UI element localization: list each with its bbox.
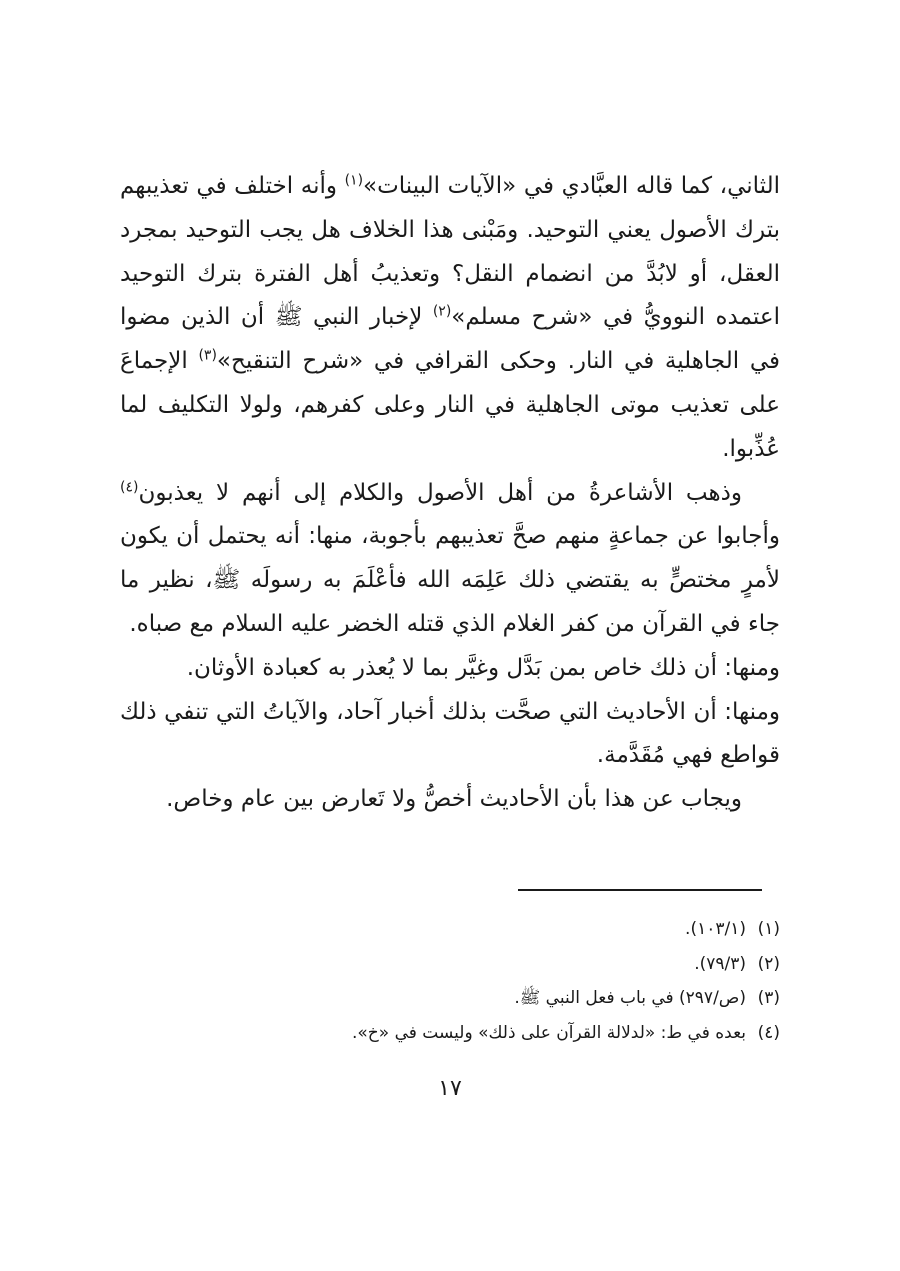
text-segment: الإجماعَ على تعذيب موتى الجاهلية في النار وعلى كفرهم، ولولا التكليف لما عُذِّبوا. — [120, 348, 780, 462]
text-segment: وأجابوا عن جماعةٍ منهم صحَّ تعذيبهم بأجوبة، منها: أنه يحتمل أن يكون لأمرٍ مختصٍّ به يقتضي ذلك عَلِمَه الله فأعْلَمَ به رسولَه ﷺ، نظير ما جاء في القرآن من كفر الغلام الذي قتله الخضر عليه السلام مع صباه. — [120, 523, 780, 637]
footnote-marker: (٣) — [198, 347, 217, 364]
text-segment: لإخبار النبي ﷺ أن الذين مضوا في الجاهلية في النار. وحكى القرافي في «شرح التنقيح» — [120, 304, 780, 375]
paragraph — [120, 472, 780, 647]
footnote-text: (ص/٢٩٧) في باب فعل النبي ﷺ. — [514, 988, 746, 1008]
footnote-number: (٤) — [757, 1022, 780, 1043]
paragraph — [120, 647, 780, 691]
footnote-marker: (١) — [344, 172, 364, 189]
footnote — [250, 1016, 780, 1051]
main-text — [120, 165, 780, 822]
paragraph — [120, 778, 780, 822]
footnote — [250, 912, 780, 947]
text-segment: ويجاب عن هذا بأن الأحاديث أخصُّ ولا تَعارض بين عام وخاص. — [166, 786, 742, 813]
footnote — [250, 981, 780, 1016]
text-segment: وأنه اختلف في تعذيبهم بترك الأصول يعني التوحيد. ومَبْنى هذا الخلاف هل يجب التوحيد بمجرد العقل، أو لابُدَّ من انضمام النقل؟ وتعذيبُ أهل الفترة بترك التوحيد اعتمده النوويُّ في «شرح مسلم» — [120, 173, 780, 331]
text-segment: ومنها: أن ذلك خاص بمن بَدَّل وغيَّر بما لا يُعذر به كعبادة الأوثان. — [186, 654, 780, 681]
footnote-number: (١) — [757, 919, 780, 939]
footnote — [250, 947, 780, 982]
footnote-text: (١٠٣/١). — [685, 919, 746, 939]
paragraph — [120, 691, 780, 779]
paragraph — [120, 165, 780, 472]
footnote-number: (٣) — [757, 988, 780, 1008]
footnote-marker: (٢) — [432, 303, 452, 320]
text-segment: الثاني، كما قاله العبَّادي في «الآيات البينات» — [363, 173, 780, 199]
text-segment: ومنها: أن الأحاديث التي صحَّت بذلك أخبار آحاد، والآياتُ التي تنفي ذلك قواطع فهي مُقَدَّمة. — [120, 698, 780, 769]
footnotes — [250, 912, 780, 1050]
footnote-marker: (٤) — [120, 478, 139, 495]
footnote-text: بعده في ط: «لدلالة القرآن على ذلك» وليست في «خ». — [352, 1022, 746, 1043]
page-number: ١٧ — [438, 1076, 462, 1101]
footnote-text: (٧٩/٣). — [694, 953, 746, 974]
footnote-number: (٢) — [757, 953, 780, 974]
text-segment: وذهب الأشاعرةُ من أهل الأصول والكلام إلى أنهم لا يعذبون — [138, 479, 742, 506]
footnote-separator — [518, 889, 762, 891]
